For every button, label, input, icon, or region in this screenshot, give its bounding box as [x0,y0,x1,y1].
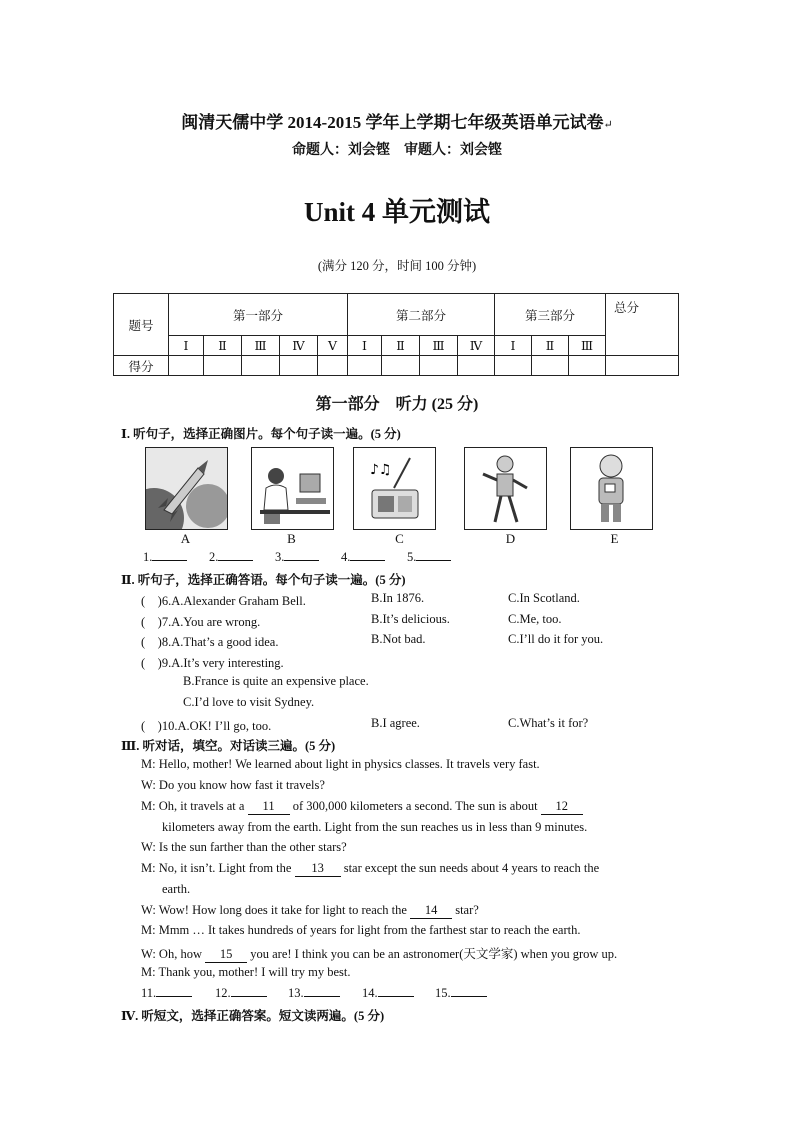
p2-col-2: Ⅱ [382,336,420,356]
picture-d [464,447,547,530]
answer-blank-5[interactable]: 5. [407,550,451,565]
part-one-heading: 第一部分 听力 (25 分) [315,396,479,413]
answer-blank-15[interactable]: 15. [435,986,487,1001]
unit-title: Unit 4 单元测试 [303,197,490,227]
q10-option-a: ( )10.A.OK! I’ll go, too. [141,719,272,733]
picture-label-e: E [610,531,619,546]
q10-option-b: B.I agree. [371,716,420,730]
total-header: 总分 [606,294,679,356]
row-label-score: 得分 [114,356,169,376]
blank-15[interactable]: 15 [205,947,247,963]
score-cell[interactable] [318,356,348,376]
q10-option-c: C.What’s it for? [508,716,589,730]
total-score-cell[interactable] [606,356,679,376]
blank-13[interactable]: 13 [295,861,341,877]
section4-heading: Ⅳ. 听短文，选择正确答案。短文读两遍。(5 分) [121,1009,385,1023]
answer-blank-14[interactable]: 14. [362,986,414,1001]
q6-option-a: ( )6.A.Alexander Graham Bell. [141,594,306,608]
p3-col-3: Ⅲ [569,336,606,356]
rocket-icon [146,448,227,529]
dialogue-line-1: M: Hello, mother! We learned about light in physics classes. It travels very fast. [141,757,540,771]
dialogue-line-5: M: No, it isn’t. Light from the 13 star except the sun needs about 4 years to reach the [141,861,600,875]
dialogue-line-9: M: Thank you, mother! I will try my best. [141,965,351,979]
p3-col-2: Ⅱ [532,336,569,356]
picture-label-b: B [287,531,296,546]
blank-11[interactable]: 11 [248,799,290,815]
dialogue-line-8: W: Oh, how 15 you are! I think you can be an astronomer(天文学家) when you grow up. [141,947,618,961]
score-cell[interactable] [204,356,242,376]
score-cell[interactable] [532,356,569,376]
dialogue-line-2: W: Do you know how fast it travels? [141,778,325,792]
p2-col-4: Ⅳ [458,336,495,356]
picture-b [251,447,334,530]
exam-authors: 命题人：刘会铿 审题人：刘会铿 [292,143,502,158]
score-cell[interactable] [569,356,606,376]
picture-a [145,447,228,530]
p2-col-1: Ⅰ [348,336,382,356]
p1-col-5: Ⅴ [318,336,348,356]
score-cell[interactable] [495,356,532,376]
exam-title: 闽清天儒中学 2014-2015 学年上学期七年级英语单元试卷↵ [181,113,613,132]
picture-label-d: D [505,531,516,546]
q6-option-c: C.In Scotland. [508,591,580,605]
q8-option-a: ( )8.A.That’s a good idea. [141,635,279,649]
score-time-note: (满分 120 分，时间 100 分钟) [317,259,477,273]
score-table [113,293,679,376]
p2-col-3: Ⅲ [420,336,458,356]
score-cell[interactable] [420,356,458,376]
blank-14[interactable]: 14 [410,903,452,919]
section2-heading: Ⅱ. 听句子，选择正确答语。每个句子读一遍。(5 分) [121,573,406,587]
robot-icon [465,448,546,529]
radio-icon [354,448,435,529]
part2-header: 第二部分 [348,294,495,336]
answer-blank-13[interactable]: 13. [288,986,340,1001]
dialogue-line-3-cont: kilometers away from the earth. Light from the sun reaches us in less than 9 minutes. [162,820,588,834]
q9-option-b: B.France is quite an expensive place. [183,674,369,688]
p1-col-3: Ⅲ [242,336,280,356]
dialogue-line-6: W: Wow! How long does it take for light to reach the 14 star? [141,903,479,917]
p1-col-4: Ⅳ [280,336,318,356]
q7-option-c: C.Me, too. [508,612,562,626]
picture-e [570,447,653,530]
astronaut-icon [571,448,652,529]
score-cell[interactable] [169,356,204,376]
q8-option-b: B.Not bad. [371,632,426,646]
answer-blank-2[interactable]: 2. [209,550,253,565]
q7-option-a: ( )7.A.You are wrong. [141,615,261,629]
answer-blank-4[interactable]: 4. [341,550,385,565]
part1-header: 第一部分 [169,294,348,336]
q6-option-b: B.In 1876. [371,591,425,605]
row-label-question: 题号 [114,294,169,356]
picture-c [353,447,436,530]
picture-label-a: A [180,531,191,546]
score-cell[interactable] [348,356,382,376]
part3-header: 第三部分 [495,294,606,336]
svg-text:♪♫: ♪♫ [370,462,392,478]
p1-col-2: Ⅱ [204,336,242,356]
q8-option-c: C.I’ll do it for you. [508,632,604,646]
q7-option-b: B.It’s delicious. [371,612,450,626]
p1-col-1: Ⅰ [169,336,204,356]
score-cell[interactable] [458,356,495,376]
score-cell[interactable] [382,356,420,376]
picture-label-c: C [395,531,404,546]
dialogue-line-7: M: Mmm … It takes hundreds of years for light from the farthest star to reach the earth. [141,923,581,937]
dialogue-line-5-cont: earth. [162,882,191,896]
section1-heading: Ⅰ. 听句子，选择正确图片。每个句子读一遍。(5 分) [121,427,401,441]
p3-col-1: Ⅰ [495,336,532,356]
q9-option-c: C.I’d love to visit Sydney. [183,695,315,709]
computer-user-icon [252,448,333,529]
q9-option-a: ( )9.A.It’s very interesting. [141,656,284,670]
score-cell[interactable] [280,356,318,376]
dialogue-line-4: W: Is the sun farther than the other stars? [141,840,347,854]
answer-blank-3[interactable]: 3. [275,550,319,565]
answer-blank-1[interactable]: 1. [143,550,187,565]
score-cell[interactable] [242,356,280,376]
dialogue-line-3: M: Oh, it travels at a 11 of 300,000 kilometers a second. The sun is about 12 [141,799,583,815]
section3-heading: Ⅲ. 听对话，填空。对话读三遍。(5 分) [121,739,336,753]
blank-12[interactable]: 12 [541,799,583,815]
answer-blank-11[interactable]: 11. [141,986,192,1001]
answer-blank-12[interactable]: 12. [215,986,267,1001]
